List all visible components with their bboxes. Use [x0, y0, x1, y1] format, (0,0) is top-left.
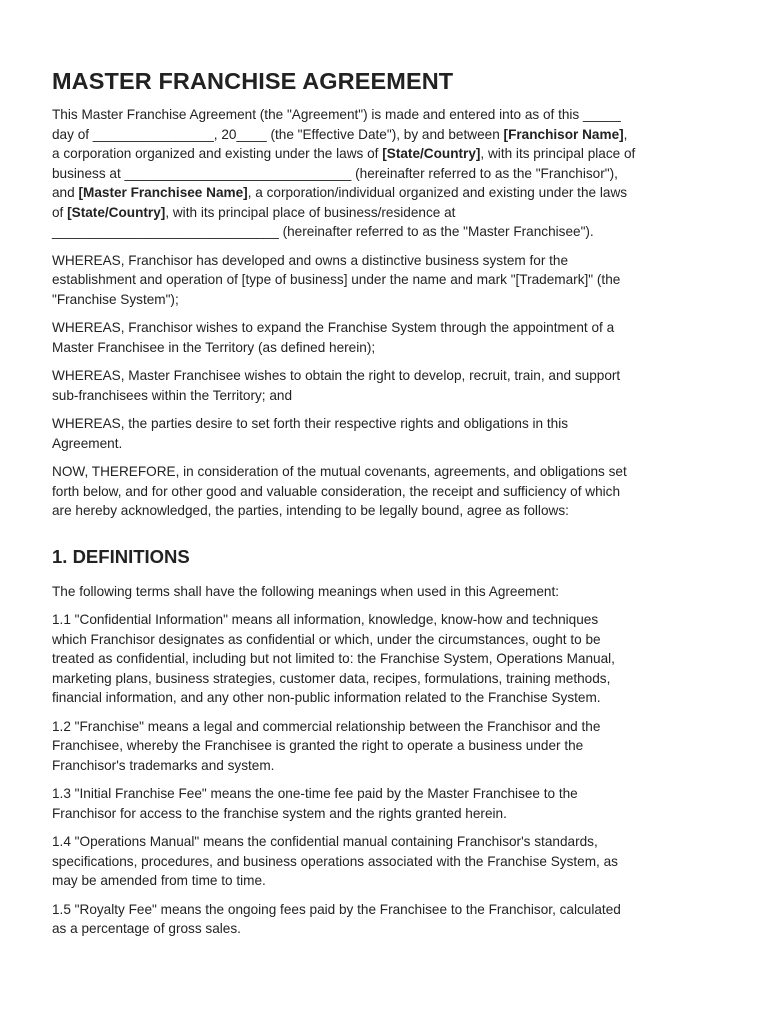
definition-1-4: 1.4 "Operations Manual" means the confidential manual containing Franchisor's standards, specifications, procedures, and business operations associated with the Franchise System, as may be amended from time to time. — [52, 834, 618, 888]
now-therefore-paragraph: NOW, THEREFORE, in consideration of the mutual covenants, agreements, and obligations set forth below, and for other good and valuable consideration, the receipt and sufficiency of which are hereby acknowledged, the parties, intending to be legally bound, agree as follows: — [52, 464, 627, 518]
section-heading-definitions: 1. DEFINITIONS — [52, 545, 190, 567]
whereas-paragraph-2: WHEREAS, Franchisor wishes to expand the Franchise System through the appointment of a Master Franchisee in the Territory (as defined herein); — [52, 320, 615, 355]
definition-1-3: 1.3 "Initial Franchise Fee" means the one-time fee paid by the Master Franchisee to the Franchisor for access to the franchise system and the rights granted herein. — [52, 786, 578, 821]
whereas-paragraph-3: WHEREAS, Master Franchisee wishes to obtain the right to develop, recruit, train, and support sub-franchisees within the Territory; and — [52, 368, 621, 403]
definition-1-2: 1.2 "Franchise" means a legal and commercial relationship between the Franchisor and the Franchisee, whereby the Franchisee is granted the right to operate a business under the Franchisor's trademarks and system. — [52, 718, 601, 773]
whereas-paragraph-4: WHEREAS, the parties desire to set forth their respective rights and obligations in this Agreement. — [52, 416, 569, 451]
definitions-intro: The following terms shall have the following meanings when used in this Agreement: — [52, 583, 560, 599]
definition-1-1: 1.1 "Confidential Information" means all information, knowledge, know-how and techniques which Franchisor designates as confidential or which, under the circumstances, ought to be treated as confidential, including but not limited to: the Franchise System, Operations Manual, marketing plans, business strategies, customer data, recipes, formulations, training methods, financial information, and any other non-public information related to the Franchise System. — [52, 612, 615, 705]
intro-line: business at ______________________________ (hereinafter referred to as the "Franchisor"), — [52, 165, 618, 181]
definition-1-5: 1.5 "Royalty Fee" means the ongoing fees paid by the Franchisee to the Franchisor, calculated as a percentage of gross sales. — [52, 901, 621, 936]
whereas-paragraph-1: WHEREAS, Franchisor has developed and owns a distinctive business system for the establishment and operation of [type of business] under the name and mark "[Trademark]" (the "Franchise System"); — [52, 252, 621, 307]
intro-line: a corporation organized and existing under the laws of [State/Country], with its principal place of — [52, 146, 636, 161]
intro-line: ______________________________ (hereinafter referred to as the "Master Franchisee"). — [52, 224, 594, 239]
franchisor-state-placeholder: [State/Country] — [382, 146, 481, 161]
intro-line: This Master Franchise Agreement (the "Agreement") is made and entered into as of this _____ — [52, 107, 621, 122]
master-franchisee-name-placeholder: [Master Franchisee Name] — [78, 185, 248, 200]
intro-paragraph — [52, 105, 730, 242]
franchisor-name-placeholder: [Franchisor Name] — [503, 126, 624, 142]
master-franchisee-state-placeholder: [State/Country] — [67, 204, 166, 220]
document-title: MASTER FRANCHISE AGREEMENT — [52, 68, 454, 94]
intro-line: of [State/Country], with its principal place of business/residence at — [52, 204, 456, 220]
intro-line: day of ________________, 20____ (the "Effective Date"), by and between [Franchisor Name], — [52, 126, 628, 142]
intro-line: and [Master Franchisee Name], a corporation/individual organized and existing under the laws — [52, 185, 628, 200]
